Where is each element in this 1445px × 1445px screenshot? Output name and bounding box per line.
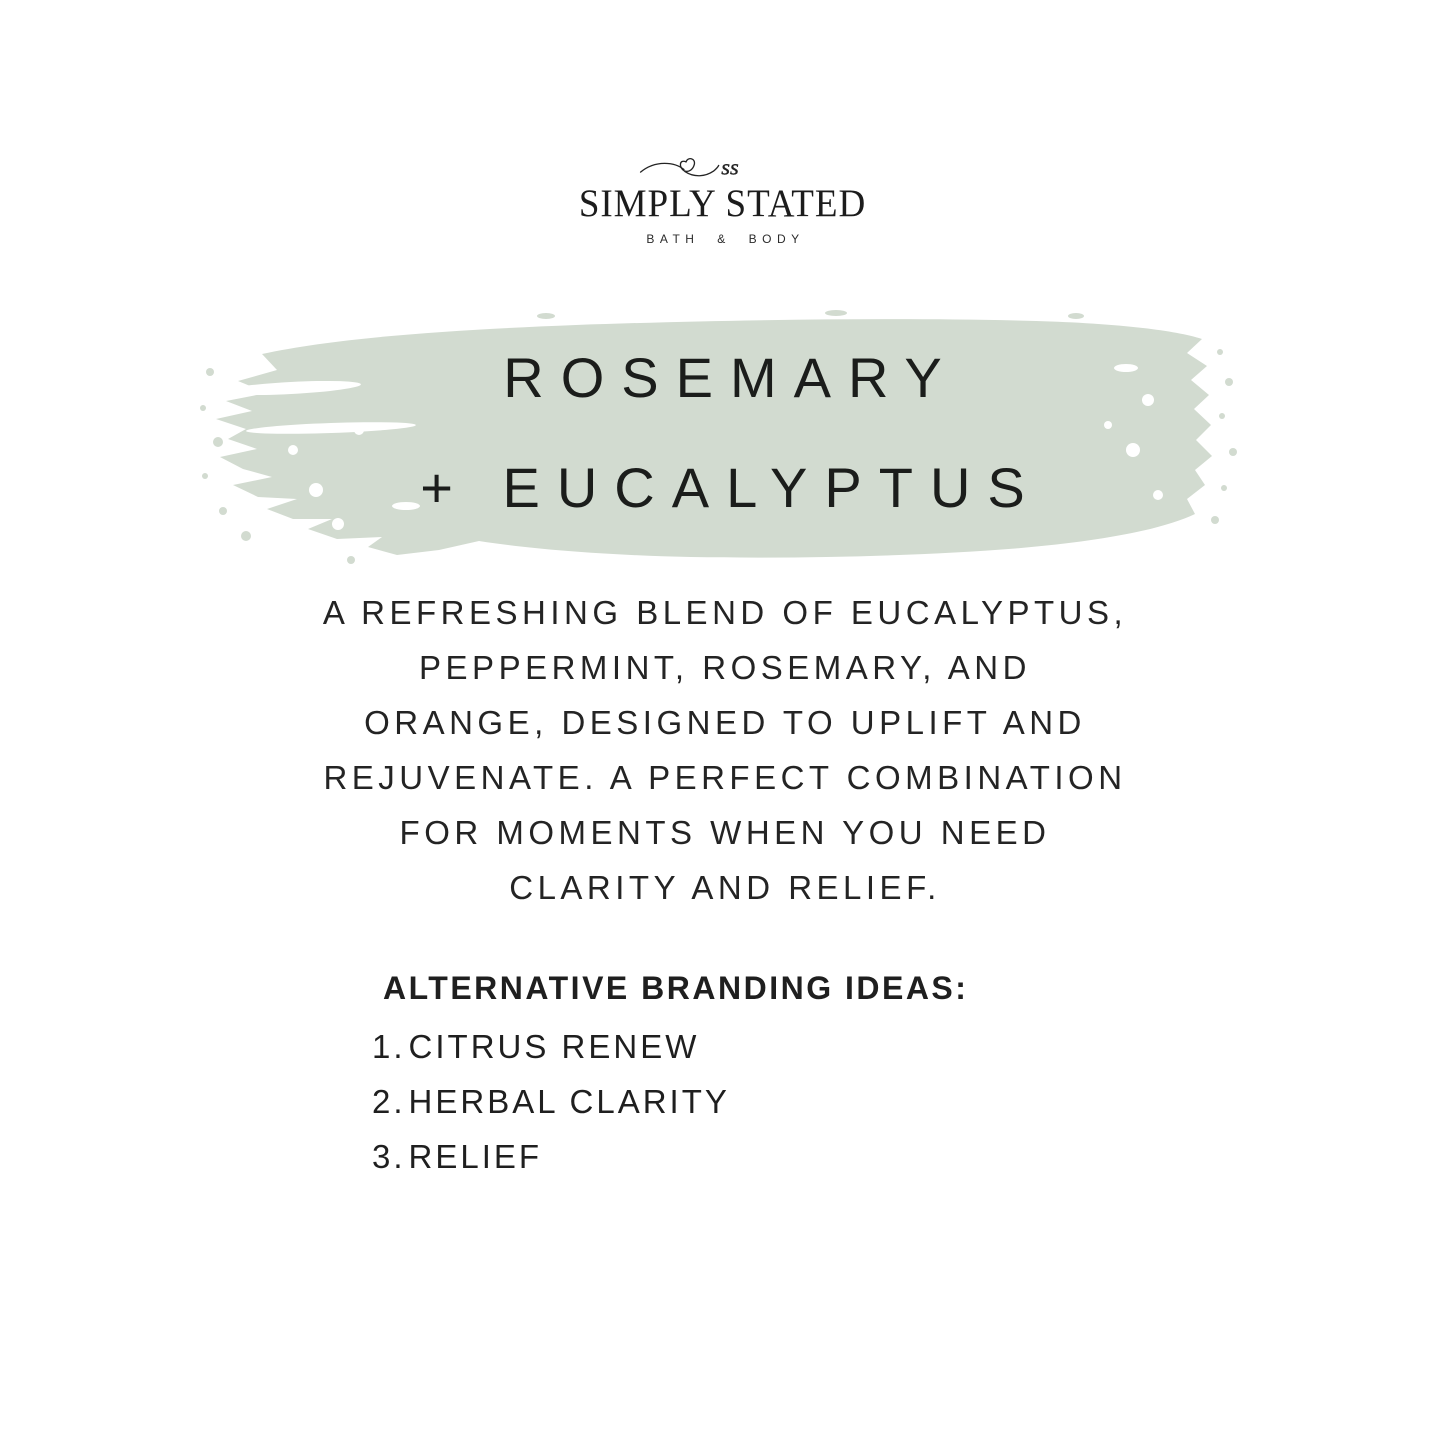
list-item	[372, 1137, 542, 1177]
description-line: FOR MOMENTS WHEN YOU NEED	[399, 814, 1051, 851]
list-item-number: 2.	[372, 1083, 406, 1120]
brand-tagline: BATH & BODY	[646, 232, 805, 246]
list-item-label: CITRUS RENEW	[408, 1028, 700, 1065]
brand-logo	[0, 150, 1445, 246]
product-description	[0, 585, 1445, 915]
list-item	[372, 1027, 699, 1067]
description-line: CLARITY AND RELIEF.	[509, 869, 941, 906]
branding-ideas-heading: ALTERNATIVE BRANDING IDEAS:	[383, 970, 969, 1006]
brand-name: SIMPLY STATED	[578, 182, 867, 225]
product-title-line2: + EUCALYPTUS	[420, 456, 1042, 519]
list-item-number: 3.	[372, 1138, 406, 1175]
description-line: A REFRESHING BLEND OF EUCALYPTUS,	[322, 594, 1128, 631]
branding-ideas-section	[372, 970, 1132, 1200]
description-line: REJUVENATE. A PERFECT COMBINATION	[323, 759, 1127, 796]
monogram-text: ss	[720, 154, 739, 180]
list-item	[372, 1082, 730, 1122]
list-item-number: 1.	[372, 1028, 406, 1065]
heart-swirl-monogram-icon	[638, 150, 758, 184]
list-item-label: HERBAL CLARITY	[408, 1083, 730, 1120]
description-line: PEPPERMINT, ROSEMARY, AND	[419, 649, 1031, 686]
list-item-label: RELIEF	[408, 1138, 543, 1175]
description-line: ORANGE, DESIGNED TO UPLIFT AND	[364, 704, 1086, 741]
product-title-line1: ROSEMARY	[503, 346, 959, 409]
